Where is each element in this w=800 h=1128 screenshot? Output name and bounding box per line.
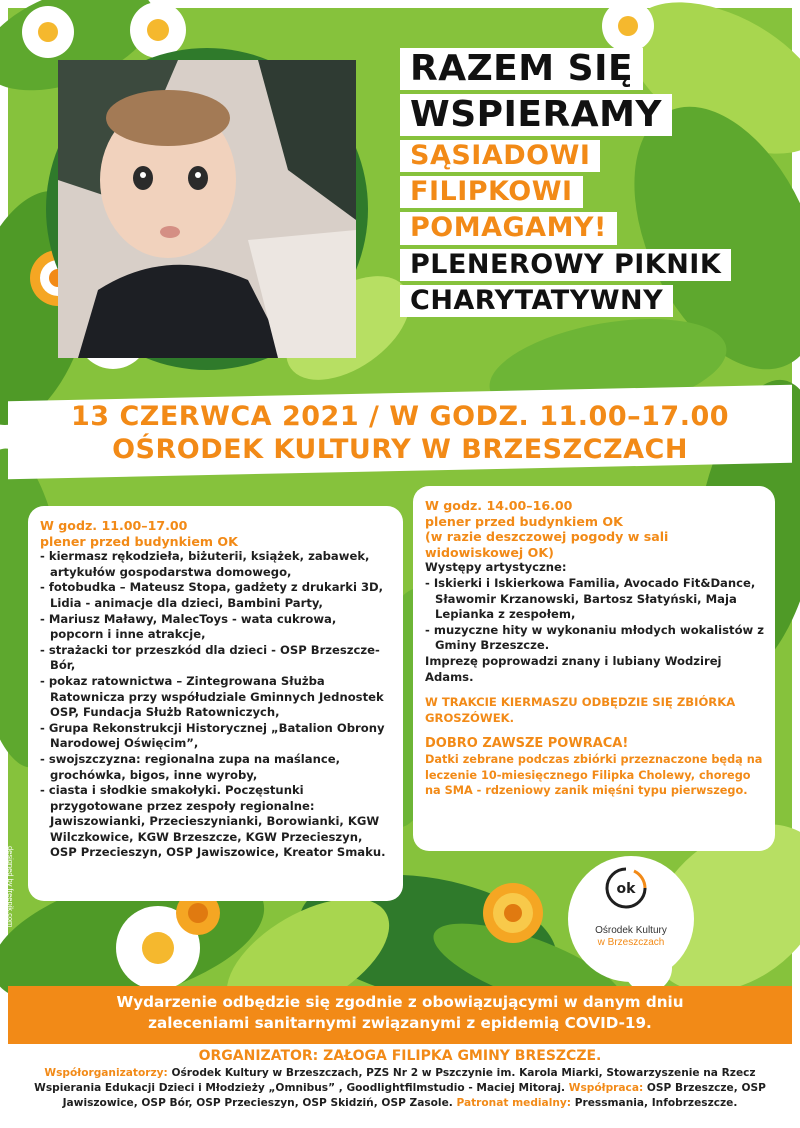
partners-text [14,1066,786,1111]
logo-name-line-1: Ośrodek Kultury [595,925,667,936]
host-note: Imprezę poprowadzi znany i lubiany Wodzirej Adams. [425,653,722,684]
ok-logo-text: ok [616,881,636,897]
program-card-afternoon [413,486,775,851]
ok-logo-caption [568,925,694,949]
headline [400,46,780,319]
event-venue: OŚRODEK KULTURY W BRZESZCZACH [112,434,688,465]
organizer-heading: ORGANIZATOR: ZAŁOGA FILIPKA GMINY BRESZCZE. [198,1048,602,1064]
list-item: - kiermasz rękodzieła, biżuterii, książek, zabawek, artykułów gospodarstwa domowego, [40,549,393,580]
event-date: 13 CZERWCA 2021 / W GODZ. 11.00–17.00 [70,401,730,432]
list-item: - Grupa Rekonstrukcji Historycznej „Batalion Obrony Narodowej Oświęcim”, [40,721,393,752]
covid-notice [8,992,792,1034]
headline-line-3: SĄSIADOWI [400,140,600,172]
list-item: - Mariusz Maławy, MalecToys - wata cukrowa, popcorn i inne atrakcje, [40,612,393,643]
program-card-morning [28,506,403,901]
list-item: - pokaz ratownictwa – Zintegrowana Służba Ratownicza przy współudziale Gminnych Jednostek OSP, Fundacja Służb Ratowniczych, [40,674,393,721]
performances-list [425,576,765,654]
coorganizers-label: Współorganizatorzy: [44,1067,168,1079]
list-item: - Iskierki i Iskierkowa Familia, Avocado Fit&Dance, Sławomir Krzanowski, Bartosz Słatyński, Maja Lepianka z zespołem, [425,576,765,623]
collection-notice: W TRAKCIE KIERMASZU ODBĘDZIE SIĘ ZBIÓRKA GROSZÓWEK. [425,695,736,725]
covid-notice-line-2: zaleceniami sanitarnymi związanymi z epidemią COVID-19. [148,1014,652,1032]
slogan: DOBRO ZAWSZE POWRACA! [425,736,629,752]
child-photo [58,60,356,358]
headline-line-2: WSPIERAMY [400,94,672,136]
media-patronage-list: Pressmania, Infobrzeszcze. [574,1097,738,1109]
headline-line-7: CHARYTATYWNY [400,285,673,317]
list-item: - muzyczne hity w wykonaniu młodych wokalistów z Gminy Brzeszcze. [425,623,765,654]
card-time: W godz. 11.00–17.00 [40,518,188,533]
cooperation-list: OSP Brzeszcze, OSP Jawiszowice, OSP Bór, OSP Przecieszyn, OSP Skidziń, OSP Zasole. [62,1082,766,1109]
headline-line-5: POMAGAMY! [400,212,617,244]
headline-line-6: PLENEROWY PIKNIK [400,249,731,281]
weather-note: (w razie deszczowej pogody w sali widowiskowej OK) [425,529,669,560]
headline-line-1: RAZEM SIĘ [400,48,643,90]
ok-logo-mark [604,866,648,910]
donation-purpose: Datki zebrane podczas zbiórki przeznaczone będą na leczenie 10-miesięcznego Filipka Cholewy, chorego na SMA - rdzeniowy zanik mięśni typu pierwszego. [425,752,763,798]
card-place: plener przed budynkiem OK [425,513,623,529]
covid-notice-line-1: Wydarzenie odbędzie się zgodnie z obowiązującymi w danym dniu [116,993,684,1011]
list-item: - strażacki tor przeszkód dla dzieci - OSP Brzeszcze-Bór, [40,643,393,674]
poster [8,8,792,1120]
cooperation-label: Współpraca: [568,1082,644,1094]
attractions-list [40,549,393,861]
design-credit: designed by freepik.com [6,846,15,928]
performances-label: Występy artystyczne: [425,560,567,575]
coorganizers-list: Ośrodek Kultury w Brzeszczach, PZS Nr 2 w Pszczynie im. Karola Miarki, Stowarzyszenie na Rzecz Wspierania Edukacji Dzieci i Młodzieży „Omnibus” , Goodlightfilmstudio - Maciej Mitoraj. [34,1067,756,1094]
media-patronage-label: Patronat medialny: [456,1097,572,1109]
list-item: - ciasta i słodkie smakołyki. Poczęstunki przygotowane przez zespoły regionalne: Jawiszowianki, Przecieszynianki, Borowianki, KGW Wilczkowice, KGW Brzeszcze, KGW Przecieszyn, OSP Przecieszyn, OSP Jawiszowice, Kreator Smaku. [40,783,393,861]
logo-name-line-2: w Brzeszczach [597,937,665,948]
event-info [8,401,792,465]
headline-line-4: FILIPKOWI [400,176,583,208]
list-item: - swojszczyzna: regionalna zupa na maślance, grochówka, bigos, inne wyroby, [40,752,393,783]
card-place: plener przed budynkiem OK [40,533,238,549]
card-time: W godz. 14.00–16.00 [425,498,573,513]
list-item: - fotobudka – Mateusz Stopa, gadżety z drukarki 3D, Lidia - animacje dla dzieci, Bambini Party, [40,580,393,611]
